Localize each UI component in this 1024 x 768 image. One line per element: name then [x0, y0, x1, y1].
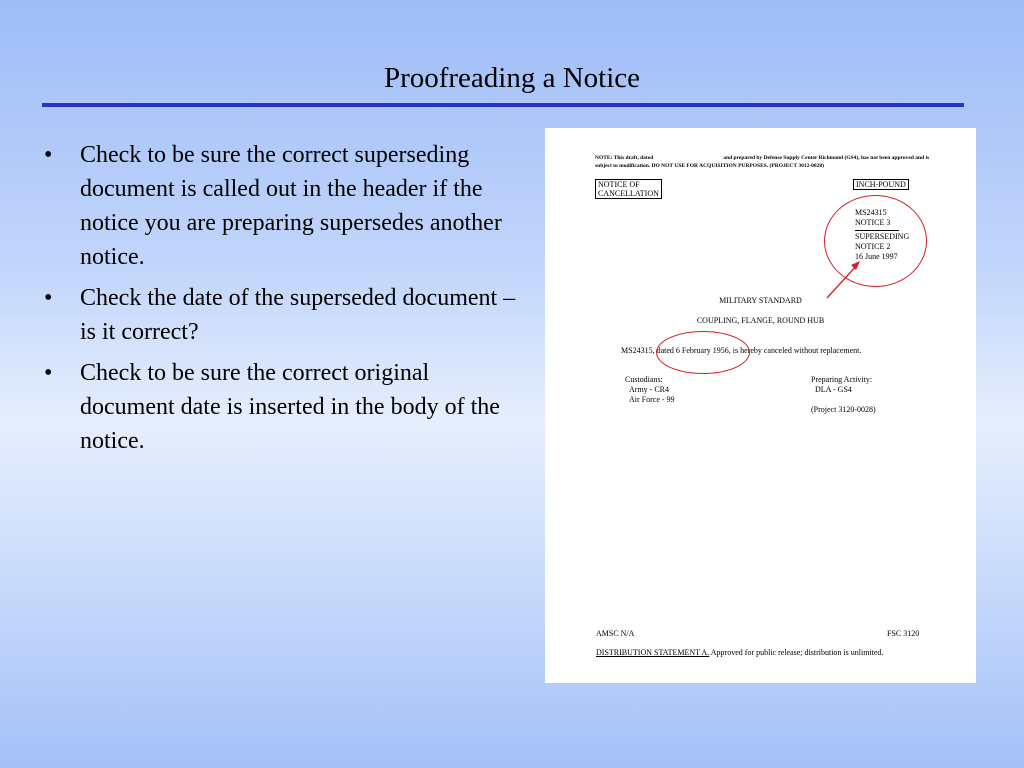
bullet-glyph: •	[44, 360, 53, 386]
bullet-text: Check the date of the superseded document – is it correct?	[80, 285, 516, 345]
body-doc-id: MS24315,	[621, 346, 655, 355]
standard-subject: COUPLING, FLANGE, ROUND HUB	[696, 316, 825, 325]
slide-title: Proofreading a Notice	[383, 62, 641, 94]
notice-number: NOTICE 3	[855, 218, 891, 227]
bullet-list	[44, 138, 519, 465]
bullet-glyph: •	[44, 142, 53, 168]
bullet-item	[44, 138, 519, 274]
custodian-army: Army - CR4	[629, 385, 669, 394]
bullet-item	[44, 281, 519, 349]
superseded-notice: NOTICE 2	[855, 242, 891, 251]
draft-note-part1: NOTE: This draft, dated	[595, 155, 654, 161]
superseded-date: 16 June 1997	[855, 252, 898, 261]
draft-note-part2: and prepared by Defense Supply Center Richmond (GS4), has not been approved and is subject to modification. DO NOT USE FOR ACQUISITION PURPOSES. (PROJECT 3012-0028)	[595, 155, 930, 169]
distribution-label: DISTRIBUTION STATEMENT A.	[596, 648, 710, 657]
notice-box-line2: CANCELLATION	[598, 189, 659, 198]
custodians-label: Custodians:	[625, 375, 663, 384]
draft-note	[595, 154, 935, 170]
amsc-label: AMSC N/A	[596, 629, 635, 638]
highlight-circle-body-date	[656, 331, 750, 374]
preparing-activity-block	[811, 375, 876, 415]
preparing-activity: DLA - GS4	[815, 385, 852, 394]
preparing-label: Preparing Activity:	[811, 375, 873, 384]
notice-box-line1: NOTICE OF	[598, 180, 640, 189]
body-rest: is hereby canceled without replacement.	[732, 346, 862, 355]
distribution-text: Approved for public release; distribution is unlimited.	[710, 648, 884, 657]
bullet-item	[44, 356, 519, 458]
project-number: (Project 3120-0028)	[811, 405, 876, 414]
notice-document-image	[545, 128, 976, 683]
bullet-text: Check to be sure the correct superseding document is called out in the header if the notice you are preparing supersedes another notice.	[80, 142, 502, 270]
doc-id: MS24315	[855, 208, 887, 217]
fsc-label: FSC 3120	[887, 629, 920, 638]
bullet-glyph: •	[44, 285, 53, 311]
custodian-air-force: Air Force - 99	[629, 395, 675, 404]
distribution-statement	[596, 648, 883, 658]
title-divider	[42, 103, 964, 107]
body-date: dated 6 February 1956,	[656, 346, 731, 355]
custodians-block	[625, 375, 675, 405]
notice-of-cancellation-box	[595, 179, 662, 199]
standard-type: MILITARY STANDARD	[719, 296, 802, 305]
inch-pound-box: INCH-POUND	[853, 179, 909, 190]
superseding-label: SUPERSEDING	[855, 232, 910, 241]
bullet-text: Check to be sure the correct original document date is inserted in the body of the notice.	[80, 360, 500, 454]
